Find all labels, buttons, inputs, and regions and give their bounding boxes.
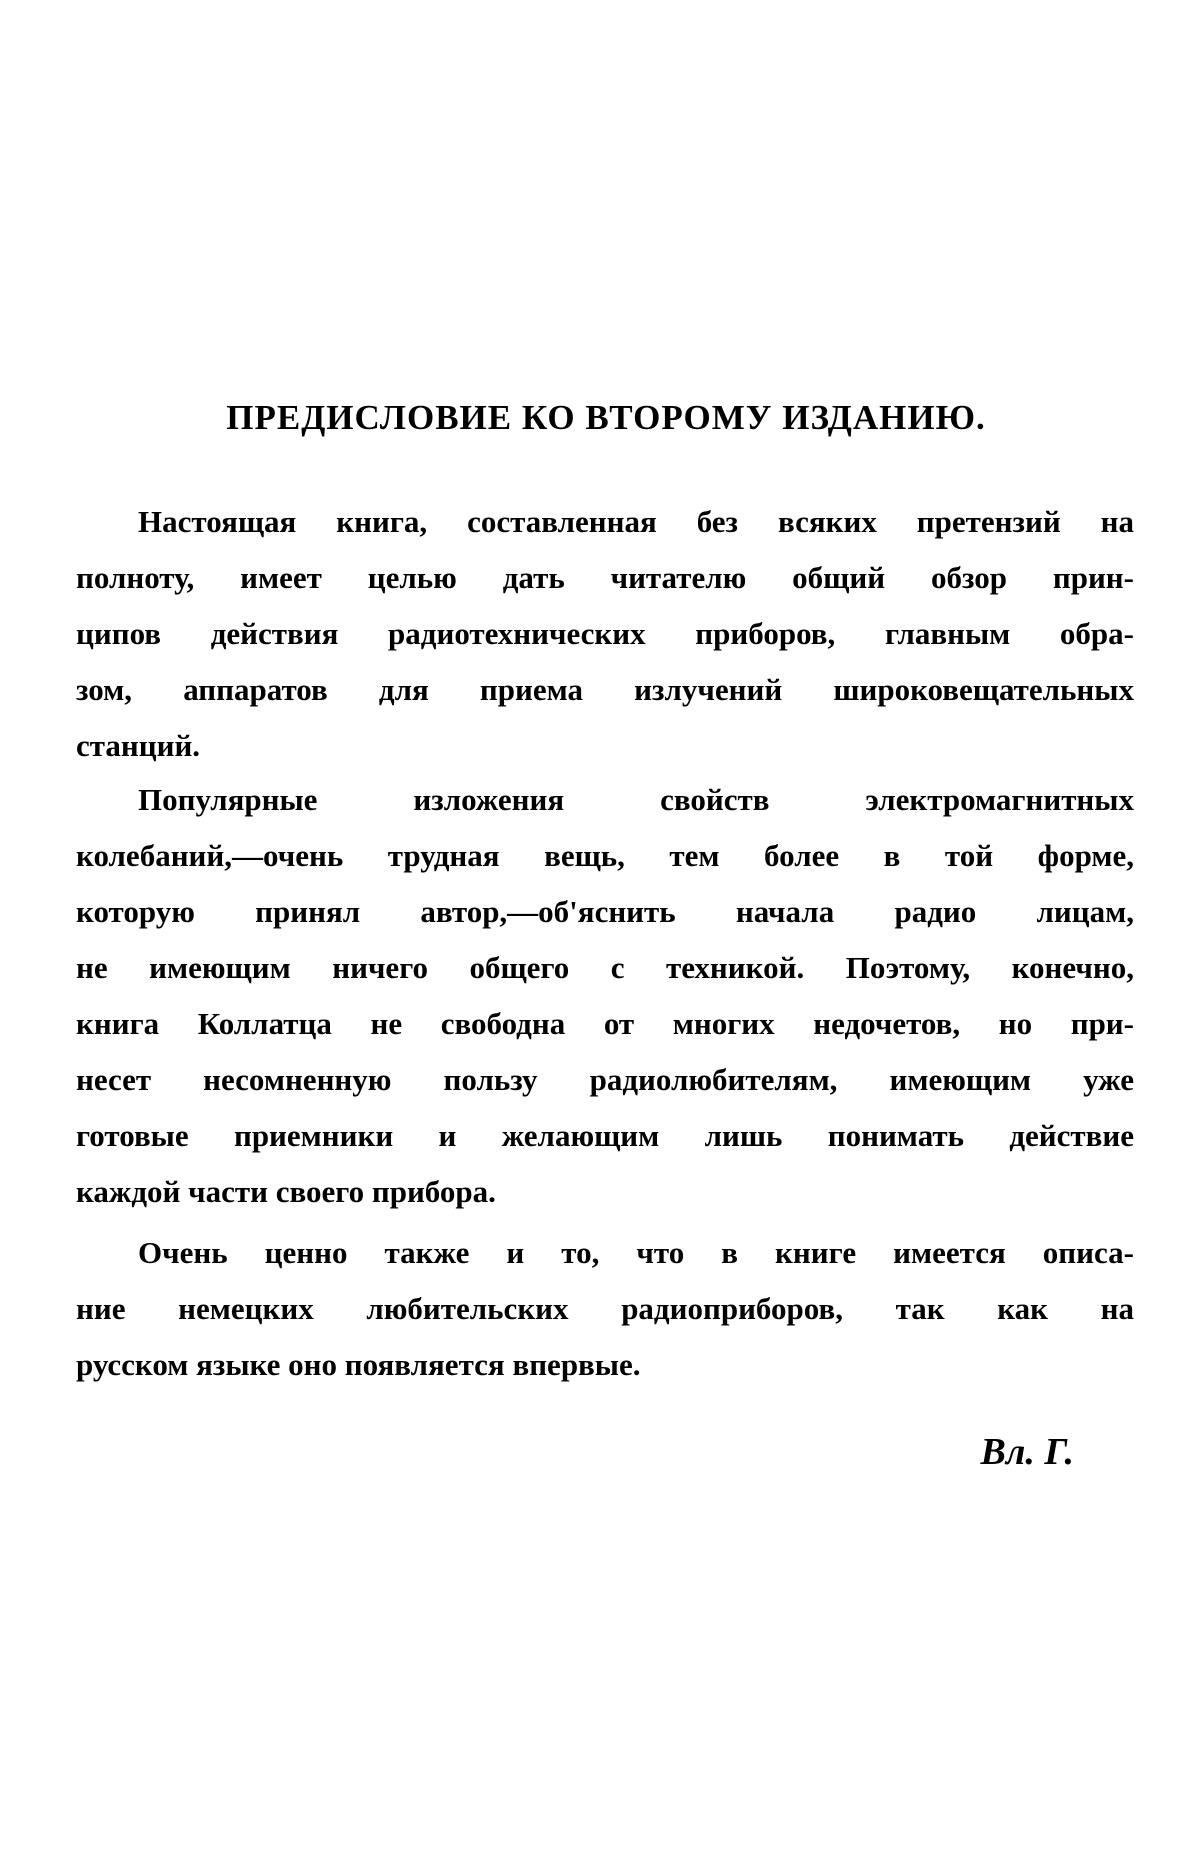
paragraph-line: ние немецких любительских радиоприборов, так как на <box>76 1291 1134 1326</box>
paragraph-line: полноту, имеет целью дать читателю общий обзор прин- <box>76 560 1134 595</box>
paragraph-2 <box>76 772 1134 1220</box>
paragraph-line: ципов действия радиотехнических приборов, главным обра- <box>76 616 1134 651</box>
paragraph-line: каждой части своего прибора. <box>76 1174 496 1209</box>
paragraph-line: Настоящая книга, составленная без всяких претензий на <box>138 504 1134 539</box>
paragraph-line: колебаний,—очень трудная вещь, тем более в той форме, <box>76 838 1134 873</box>
author-signature: Вл. Г. <box>980 1431 1074 1473</box>
paragraph-line: книга Коллатца не свободна от многих недочетов, но при- <box>76 1006 1134 1041</box>
paragraph-line: Очень ценно также и то, что в книге имеется описа- <box>138 1235 1134 1270</box>
paragraph-line: несет несомненную пользу радиолюбителям, имеющим уже <box>76 1062 1134 1097</box>
paragraph-3 <box>76 1225 1134 1393</box>
paragraph-line: русском языке оно появляется впервые. <box>76 1347 641 1382</box>
paragraph-1 <box>76 494 1134 774</box>
paragraph-line: Популярные изложения свойств электромагнитных <box>138 782 1134 817</box>
preface-heading: ПРЕДИСЛОВИЕ КО ВТОРОМУ ИЗДАНИЮ. <box>226 398 986 437</box>
paragraph-line: станций. <box>76 728 201 763</box>
paragraph-line: не имеющим ничего общего с техникой. Поэтому, конечно, <box>76 950 1134 985</box>
paragraph-line: зом, аппаратов для приема излучений широковещательных <box>76 672 1134 707</box>
paragraph-line: которую принял автор,—об'яснить начала радио лицам, <box>76 894 1134 929</box>
paragraph-line: готовые приемники и желающим лишь понимать действие <box>76 1118 1134 1153</box>
